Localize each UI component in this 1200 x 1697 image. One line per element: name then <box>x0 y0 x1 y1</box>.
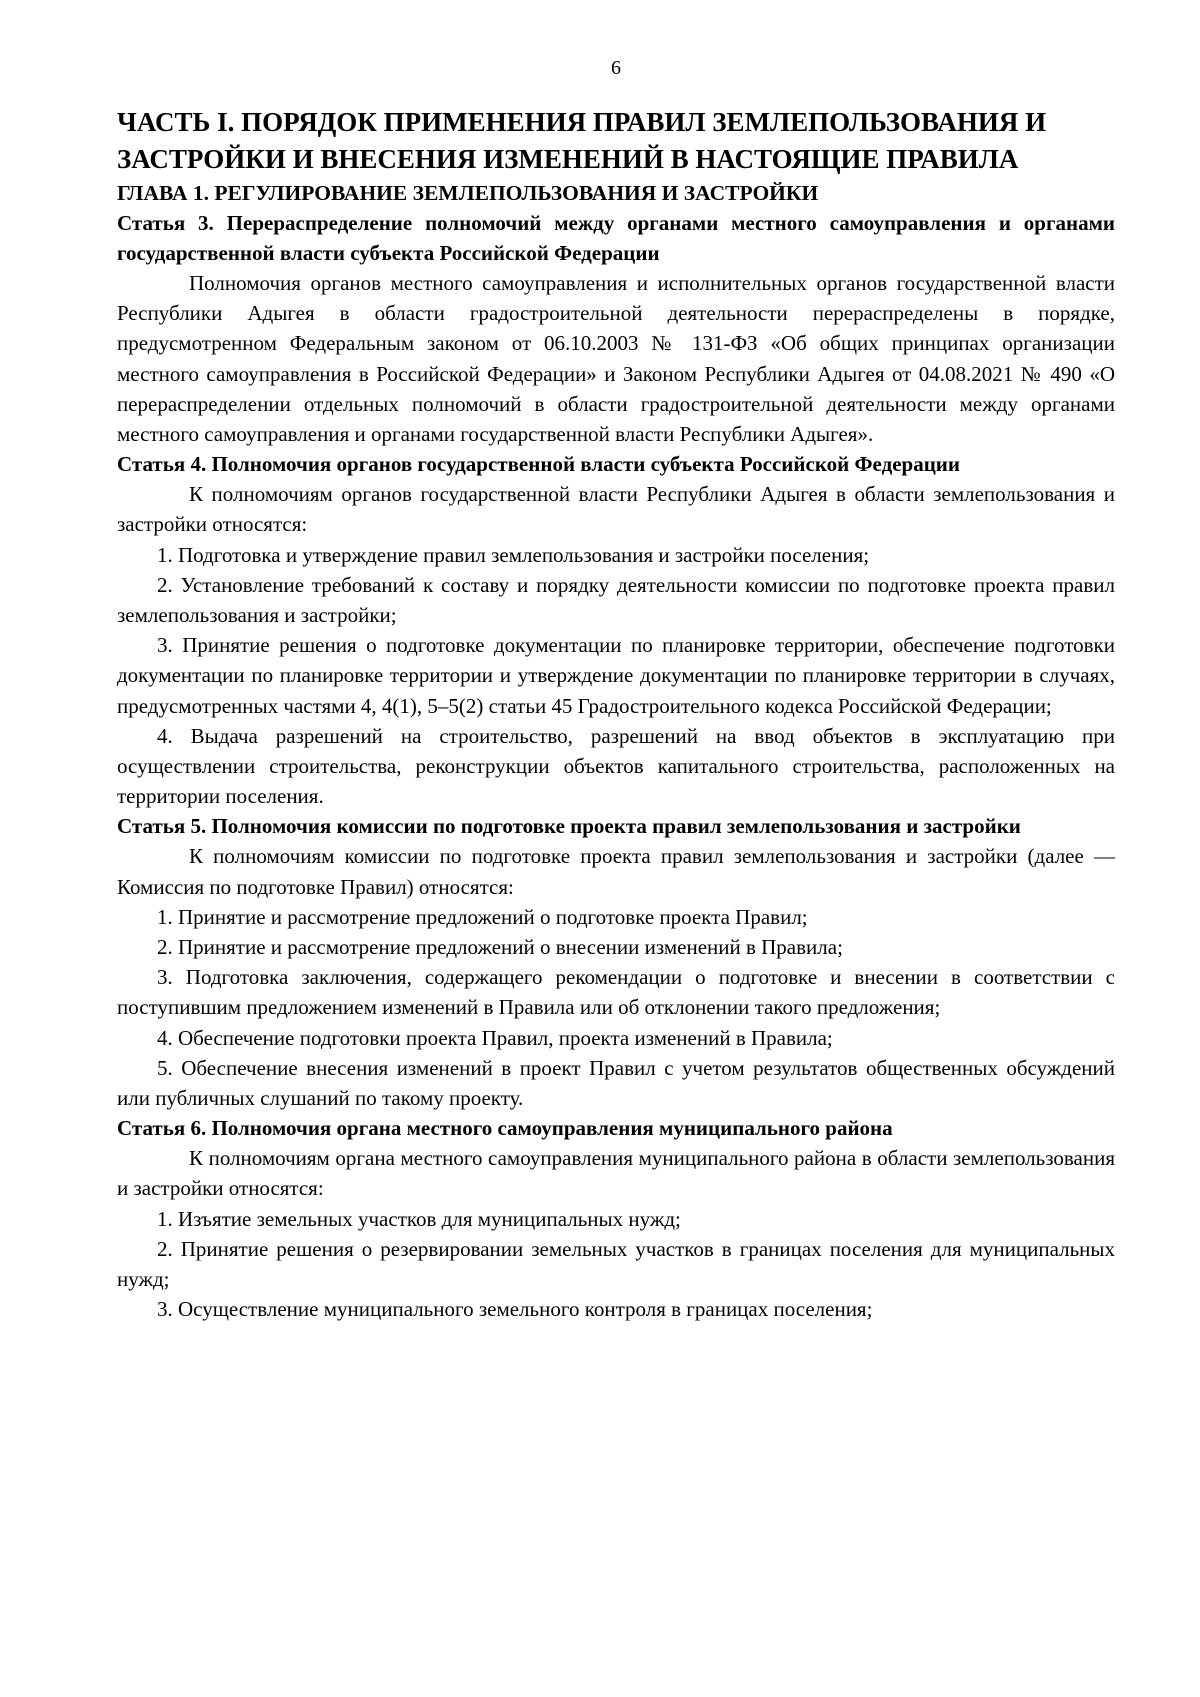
list-item: 1. Принятие и рассмотрение предложений о подготовке проекта Правил; <box>157 904 808 929</box>
chapter-title: ГЛАВА 1. РЕГУЛИРОВАНИЕ ЗЕМЛЕПОЛЬЗОВАНИЯ И ЗАСТРОЙКИ <box>117 181 819 205</box>
list-item: 2. Принятие и рассмотрение предложений о внесении изменений в Правила; <box>157 935 843 960</box>
article-5-intro: К полномочиям комиссии по подготовке проекта правил землепользования и застройки (далее — Комиссия по подготовке Правил) относятся: <box>117 844 1115 899</box>
list-item: 4. Обеспечение подготовки проекта Правил, проекта изменений в Правила; <box>157 1025 833 1050</box>
list-item: 5. Обеспечение внесения изменений в проект Правил с учетом результатов общественных обсуждений или публичных слушаний по такому проекту. <box>117 1055 1115 1111</box>
list-item: 3. Осуществление муниципального земельного контроля в границах поселения; <box>157 1297 873 1322</box>
list-item: 1. Подготовка и утверждение правил землепользования и застройки поселения; <box>157 542 870 567</box>
article-6-title: Статья 6. Полномочия органа местного самоуправления муниципального района <box>117 1116 893 1141</box>
article-4 <box>117 449 1115 811</box>
article-6 <box>117 1113 1115 1324</box>
article-3 <box>117 208 1115 449</box>
list-item: 2. Принятие решения о резервировании земельных участков в границах поселения для муниципальных нужд; <box>117 1236 1115 1292</box>
list-item: 2. Установление требований к составу и порядку деятельности комиссии по подготовке проекта правил землепользования и застройки; <box>117 572 1115 628</box>
list-item: 3. Принятие решения о подготовке документации по планировке территории, обеспечение подготовки документации по планировке территории и утверждение документации по планировке территории в случаях, предусмотренных частями 4, 4(1), 5–5(2) статьи 45 Градостроительного кодекса Российской Федерации; <box>117 633 1115 718</box>
article-5 <box>117 811 1115 1113</box>
article-3-title: Статья 3. Перераспределение полномочий между органами местного самоуправления и органами государственной власти субъекта Российской Федерации <box>117 211 1115 265</box>
article-4-title: Статья 4. Полномочия органов государственной власти субъекта Российской Федерации <box>117 452 960 477</box>
article-3-text: Полномочия органов местного самоуправления и исполнительных органов государственной власти Республики Адыгея в области градостроительной деятельности перераспределены в порядке, предусмотренном Федеральным законом от 06.10.2003 № 131-ФЗ «Об общих принципах организации местного самоуправления в Российской Федерации» и Законом Республики Адыгея от 04.08.2021 № 490 «О перераспределении отдельных полномочий в области градостроительной деятельности между органами местного самоуправления и органами государственной власти Республики Адыгея». <box>117 271 1115 447</box>
list-item: 3. Подготовка заключения, содержащего рекомендации о подготовке и внесении в соответствии с поступившим предложением изменений в Правила или об отклонении такого предложения; <box>117 965 1115 1020</box>
article-4-intro: К полномочиям органов государственной власти Республики Адыгея в области землепользования и застройки относятся: <box>117 482 1115 537</box>
article-5-title: Статья 5. Полномочия комиссии по подготовке проекта правил землепользования и застройки <box>117 814 1021 839</box>
list-item: 4. Выдача разрешений на строительство, разрешений на ввод объектов в эксплуатацию при осуществлении строительства, реконструкции объектов капитального строительства, расположенных на территории поселения. <box>117 723 1115 809</box>
list-item: 1. Изъятие земельных участков для муниципальных нужд; <box>157 1206 681 1231</box>
article-6-intro: К полномочиям органа местного самоуправления муниципального района в области землепользования и застройки относятся: <box>117 1146 1115 1201</box>
part-title: ЧАСТЬ I. ПОРЯДОК ПРИМЕНЕНИЯ ПРАВИЛ ЗЕМЛЕПОЛЬЗОВАНИЯ И ЗАСТРОЙКИ И ВНЕСЕНИЯ ИЗМЕНЕНИЙ В НАСТОЯЩИЕ ПРАВИЛА <box>117 107 1047 174</box>
page-number: 6 <box>611 57 621 79</box>
